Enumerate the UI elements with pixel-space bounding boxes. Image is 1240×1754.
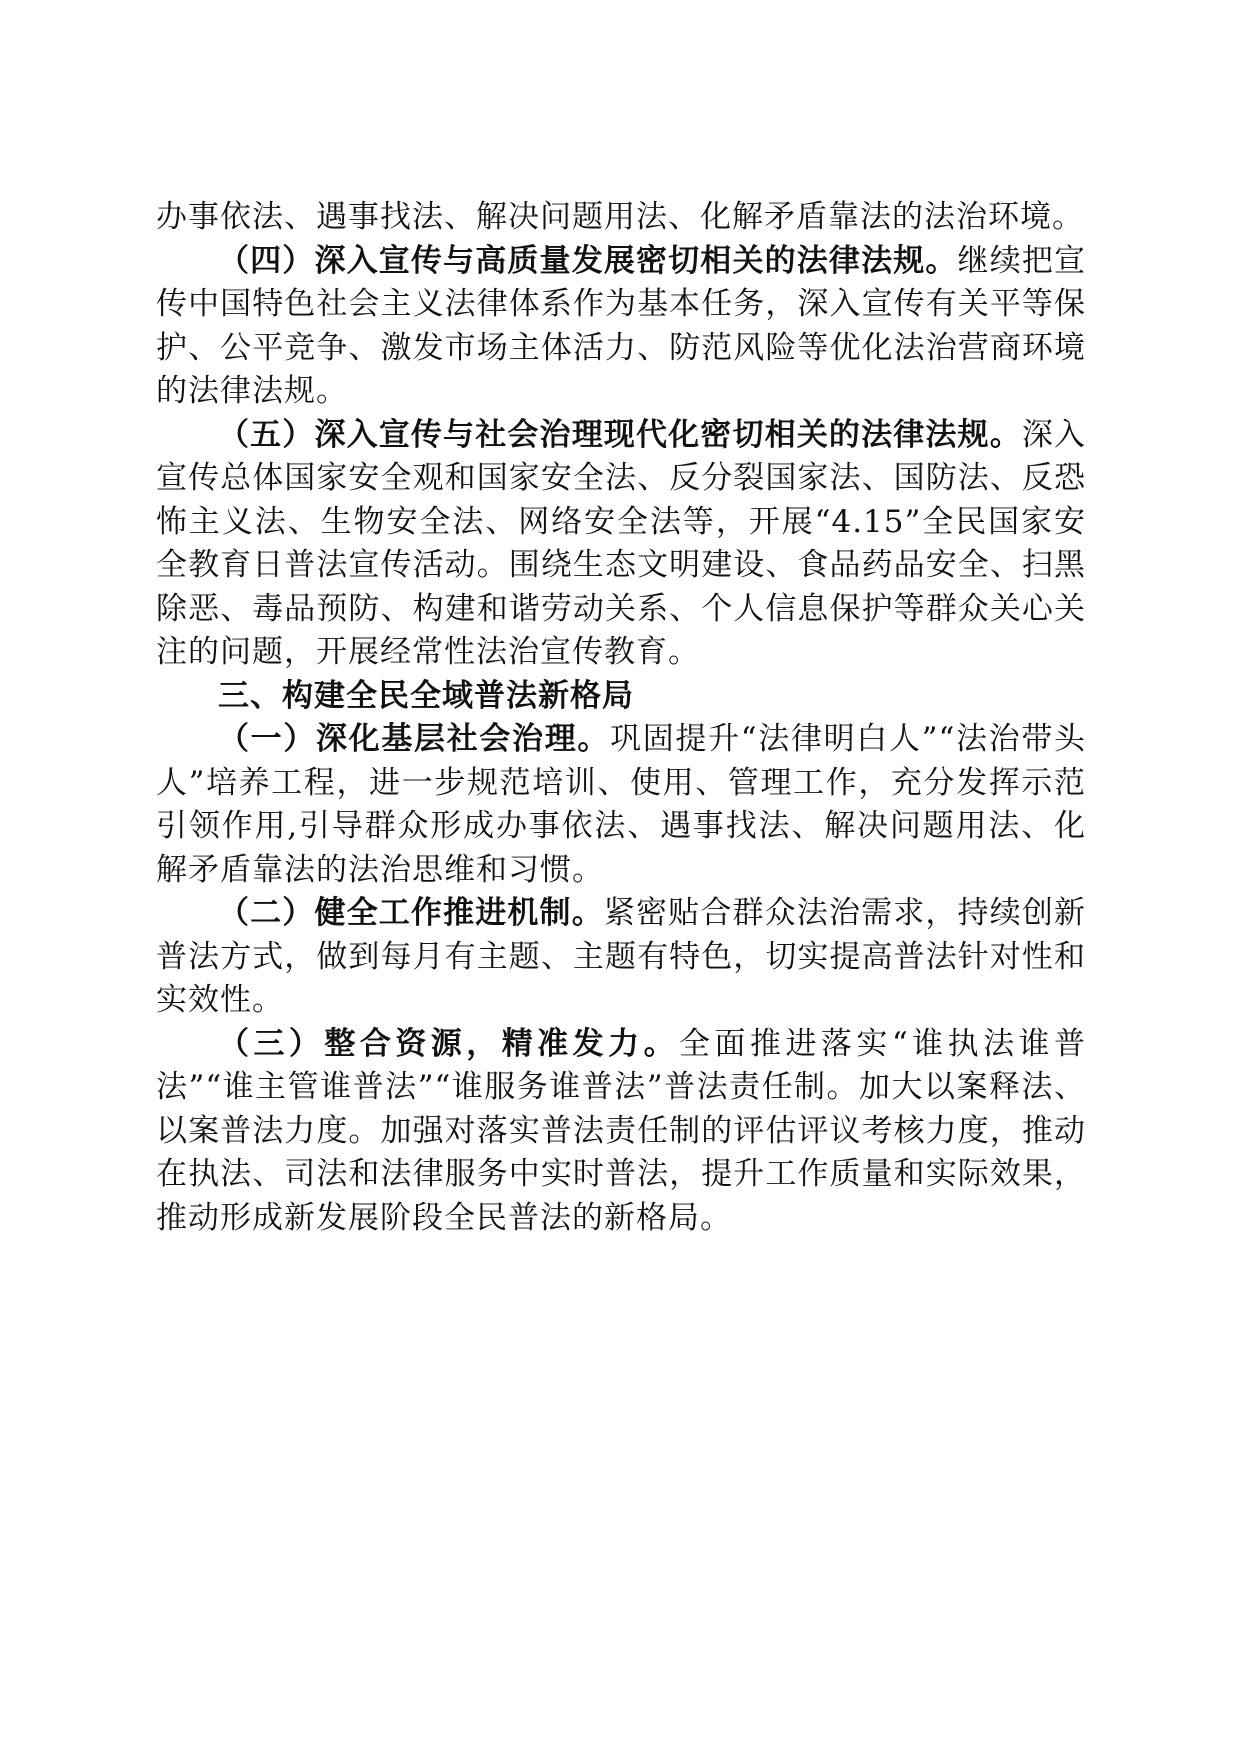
section-paragraph-three <box>156 1023 1086 1241</box>
paragraph-lead: （四）深入宣传与高质量发展密切相关的法律法规。 <box>218 242 958 279</box>
paragraph-lead: （一）深化基层社会治理。 <box>218 721 611 757</box>
section-heading: 三、构建全民全域普法新格局 <box>218 677 634 714</box>
section-paragraph-one <box>156 718 1086 892</box>
paragraph-text: 深入宣传总体国家安全观和国家安全法、反分裂国家法、国防法、反恐怖主义法、生物安全法、网络安全法等，开展“4.15”全民国家安全教育日普法宣传活动。围绕生态文明建设、食品药品安全、扫黑除恶、毒品预防、构建和谐劳动关系、个人信息保护等群众关心关注的问题，开展经常性法治宣传教育。 <box>156 416 1086 670</box>
paragraph-item-four <box>156 240 1086 414</box>
paragraph-item-five <box>156 414 1086 675</box>
paragraph-text: 全面推进落实“谁执法谁普法”“谁主管谁普法”“谁服务谁普法”普法责任制。加大以案释法、以案普法力度。加强对落实普法责任制的评估评议考核力度，推动在执法、司法和法律服务中实时普法，提升工作质量和实际效果，推动形成新发展阶段全民普法的新格局。 <box>156 1025 1087 1236</box>
paragraph-text: 巩固提升“法律明白人”“法治带头人”培养工程，进一步规范培训、使用、管理工作，充分发挥示范引领作用,引导群众形成办事依法、遇事找法、解决问题用法、化解矛盾靠法的法治思维和习惯。 <box>156 721 1087 888</box>
paragraph-lead: （三）整合资源，精准发力。 <box>218 1025 680 1062</box>
section-paragraph-two <box>156 892 1086 1023</box>
paragraph-text: 继续把宣传中国特色社会主义法律体系作为基本任务，深入宣传有关平等保护、公平竞争、激发市场主体活力、防范风险等优化法治营商环境的法律法规。 <box>156 242 1087 409</box>
paragraph-text: 紧密贴合群众法治需求，持续创新普法方式，做到每月有主题、主题有特色，切实提高普法针对性和实效性。 <box>156 895 1087 1018</box>
document-page <box>156 196 1086 1240</box>
paragraph-lead: （二）健全工作推进机制。 <box>218 895 604 931</box>
paragraph-lead: （五）深入宣传与社会治理现代化密切相关的法律法规。 <box>218 416 1022 453</box>
paragraph-text: 办事依法、遇事找法、解决问题用法、化解矛盾靠法的法治环境。 <box>156 199 1084 235</box>
continued-paragraph <box>156 196 1086 240</box>
